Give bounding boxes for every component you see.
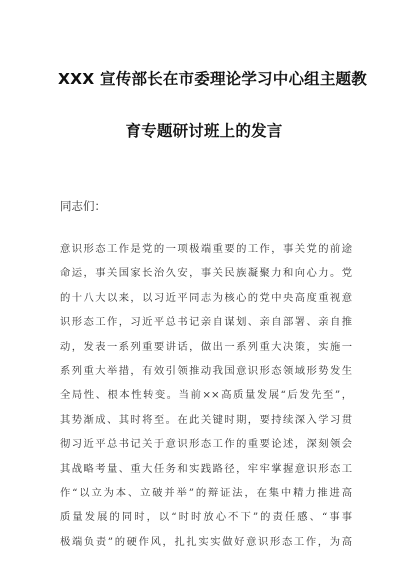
- body-line: 动，发表一系列重要讲话，做出一系列重大决策，实施一: [60, 340, 352, 353]
- body-line: 意识形态工作是党的一项极端重要的工作，事关党的前途: [60, 243, 352, 255]
- body-line: 的十八大以来，以习近平同志为核心的党中央高度重视意: [60, 291, 352, 304]
- document-title-line-2: 育专题研讨班上的发言: [125, 122, 283, 140]
- body-line: 彻习近平总书记关于意识形态工作的重要论述，深刻领会: [60, 438, 352, 451]
- body-line: 其势渐成、其时将至。在此关键时期，要持续深入学习贯: [60, 413, 352, 426]
- body-line: 其战略考量、重大任务和实践路径，牢牢掌握意识形态工: [60, 462, 352, 475]
- body-paragraph: [60, 237, 352, 554]
- document-title-line-1: XXX 宣传部长在市委理论学习中心组主题教: [58, 70, 367, 88]
- salutation: 同志们：: [60, 199, 106, 213]
- body-line: 命运，事关国家长治久安，事关民族凝聚力和向心力。党: [60, 267, 352, 280]
- body-line: 作“以立为本、立破并举”的辩证法，在集中精力推进高: [60, 486, 352, 499]
- body-line: 系列重大举措，有效引领推动我国意识形态领域形势发生: [60, 364, 352, 377]
- body-line: 识形态工作，习近平总书记亲自谋划、亲自部署、亲自推: [60, 316, 352, 329]
- body-line: 质量发展的同时，以“时时放心不下”的责任感、“事事: [60, 511, 352, 524]
- body-line: 全局性、根本性转变。当前××高质量发展“后发先至”，: [60, 389, 352, 402]
- body-line: 极端负责”的硬作风，扎扎实实做好意识形态工作，为高: [60, 535, 352, 548]
